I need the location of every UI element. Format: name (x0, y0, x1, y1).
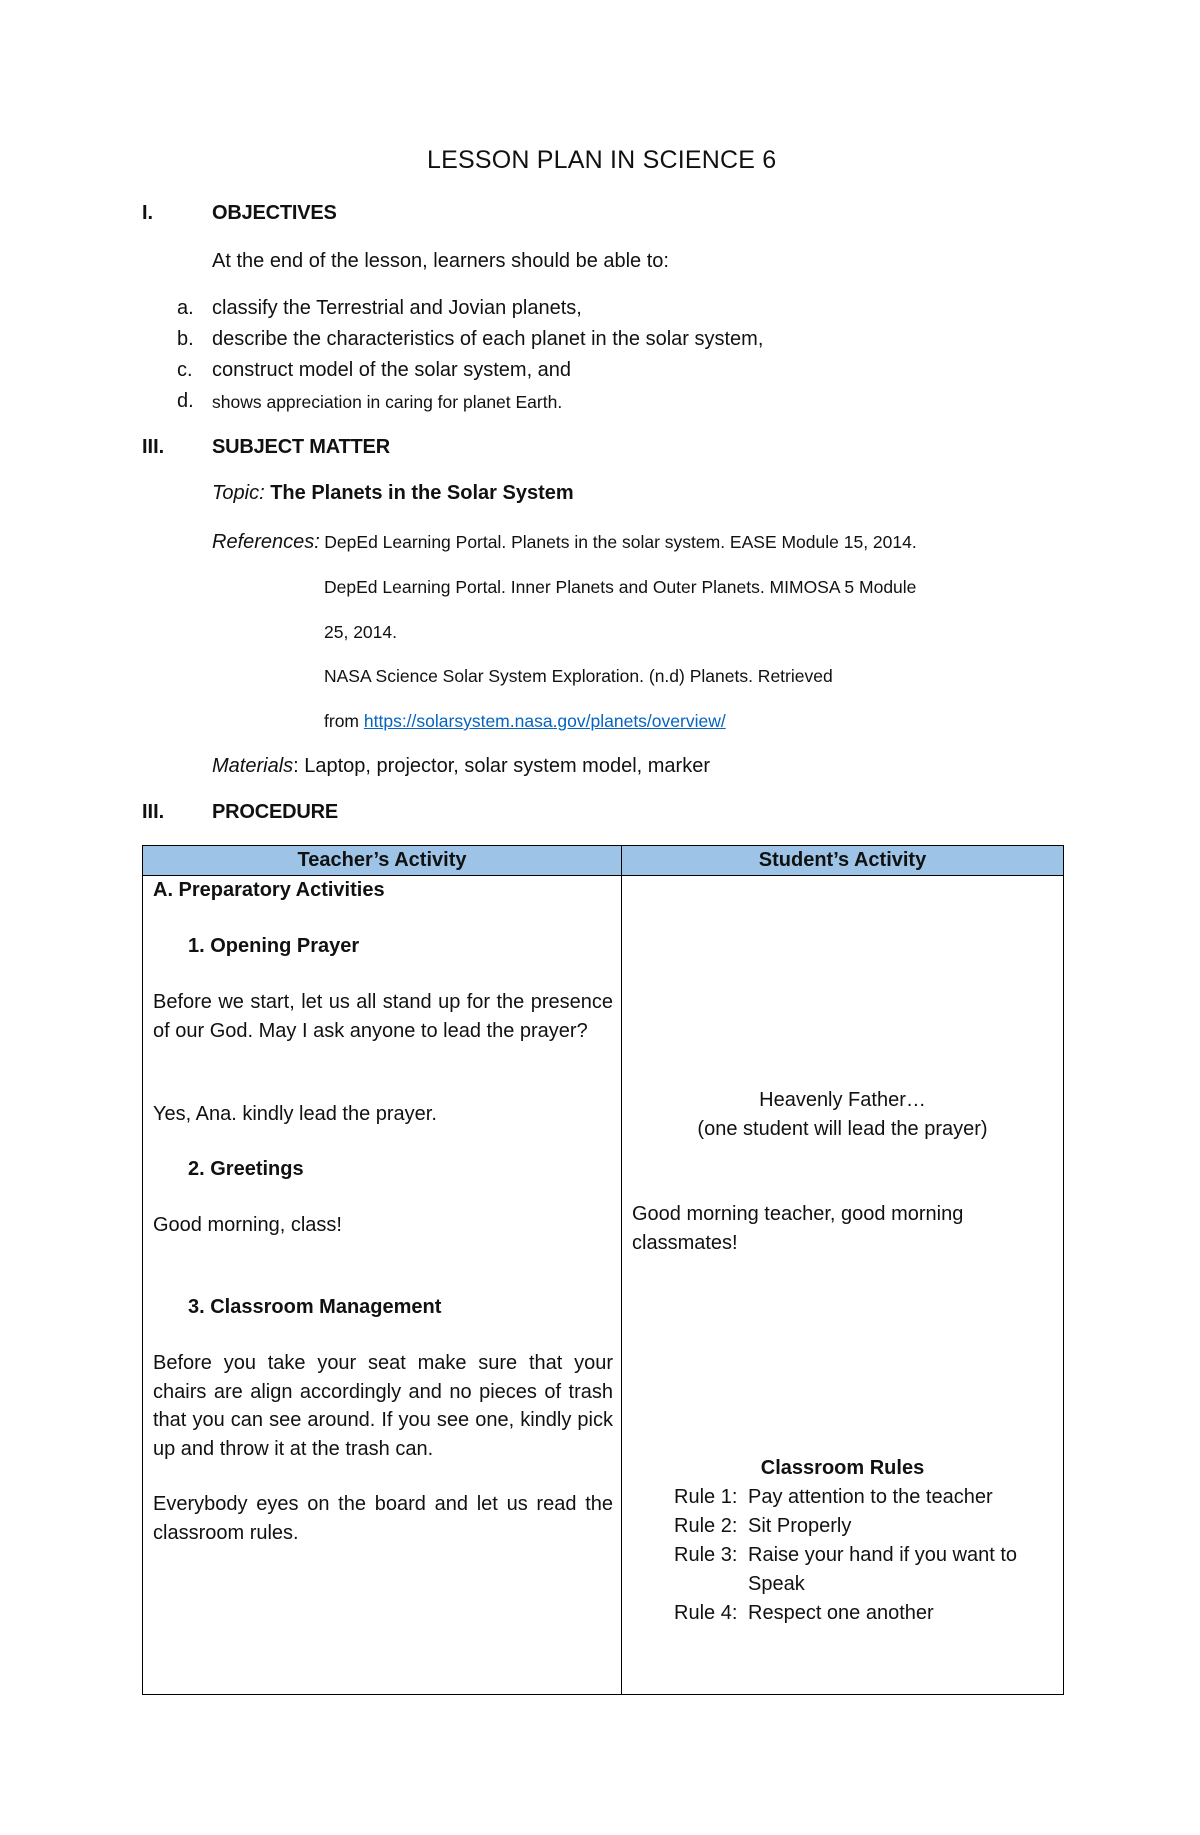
objectives-heading: OBJECTIVES (212, 202, 337, 224)
opening-prayer-text-2: Yes, Ana. kindly lead the prayer. (153, 1103, 437, 1125)
topic-label: Topic: (212, 482, 265, 504)
procedure-heading: PROCEDURE (212, 801, 338, 823)
rule-3-text: Raise your hand if you want to (748, 1544, 1018, 1566)
rule-4-text: Respect one another (748, 1602, 934, 1624)
materials-label: Materials (212, 755, 294, 777)
page-title: LESSON PLAN IN SCIENCE 6 (427, 146, 777, 174)
references-line-1 (212, 531, 917, 554)
step-greetings: 2. Greetings (188, 1158, 304, 1180)
student-greetings-text: Good morning teacher, good morning classmates! (632, 1203, 964, 1254)
objective-text-c: construct model of the solar system, and (212, 359, 572, 381)
student-prayer-line-2: (one student will lead the prayer) (697, 1118, 988, 1140)
rule-3-continuation: Speak (748, 1573, 805, 1595)
rule-4-label: Rule 4: (674, 1602, 738, 1624)
student-prayer-line-1: Heavenly Father… (759, 1089, 926, 1111)
objective-letter-c: c. (177, 359, 193, 381)
objectives-numeral: I. (142, 202, 154, 224)
materials-value: : Laptop, projector, solar system model, marker (293, 755, 710, 777)
procedure-table (142, 845, 1064, 1695)
reference-4: NASA Science Solar System Exploration. (n.d) Planets. Retrieved (324, 666, 833, 686)
table-column-divider (621, 846, 622, 1694)
opening-prayer-text: Before we start, let us all stand up for the presence of our God. May I ask anyone to lead the prayer? (153, 991, 613, 1042)
classroom-management-text-2: Everybody eyes on the board and let us read the classroom rules. (153, 1493, 613, 1544)
procedure-numeral: III. (142, 801, 165, 823)
rule-2-label: Rule 2: (674, 1515, 738, 1537)
subject-matter-numeral: III. (142, 436, 165, 458)
reference-2: DepEd Learning Portal. Inner Planets and Outer Planets. MIMOSA 5 Module (324, 577, 917, 597)
section-preparatory-activities: A. Preparatory Activities (153, 879, 385, 901)
topic-value: The Planets in the Solar System (270, 482, 574, 504)
objective-text-d: shows appreciation in caring for planet Earth. (212, 392, 563, 412)
step-opening-prayer: 1. Opening Prayer (188, 935, 360, 957)
rule-2-text: Sit Properly (748, 1515, 852, 1537)
classroom-management-text: Before you take your seat make sure that your chairs are align accordingly and no pieces of trash that you can see around. If you see one, kindly pick up and throw it at the trash can. (153, 1352, 613, 1460)
rule-1-label: Rule 1: (674, 1486, 738, 1508)
reference-3: 25, 2014. (324, 622, 397, 642)
objective-text-b: describe the characteristics of each planet in the solar system, (212, 328, 764, 350)
topic-line (212, 482, 574, 505)
rule-3-label: Rule 3: (674, 1544, 738, 1566)
reference-1: DepEd Learning Portal. Planets in the solar system. EASE Module 15, 2014. (324, 532, 917, 552)
reference-link[interactable]: https://solarsystem.nasa.gov/planets/overview/ (363, 711, 726, 731)
objective-letter-b: b. (177, 328, 194, 350)
objective-letter-d: d. (177, 390, 194, 412)
step-classroom-management: 3. Classroom Management (188, 1296, 442, 1318)
objectives-intro: At the end of the lesson, learners should be able to: (212, 250, 669, 272)
header-student-activity: Student’s Activity (758, 849, 927, 871)
materials-line (212, 755, 710, 778)
greetings-text: Good morning, class! (153, 1214, 342, 1236)
rule-1-text: Pay attention to the teacher (748, 1486, 993, 1508)
objective-text-a: classify the Terrestrial and Jovian planets, (212, 297, 582, 319)
reference-5 (324, 711, 726, 732)
classroom-rules-title: Classroom Rules (760, 1457, 925, 1479)
objective-letter-a: a. (177, 297, 194, 319)
header-teacher-activity: Teacher’s Activity (297, 849, 467, 871)
subject-matter-heading: SUBJECT MATTER (212, 436, 390, 458)
references-label: References: (212, 531, 320, 553)
reference-from: from (324, 711, 359, 731)
